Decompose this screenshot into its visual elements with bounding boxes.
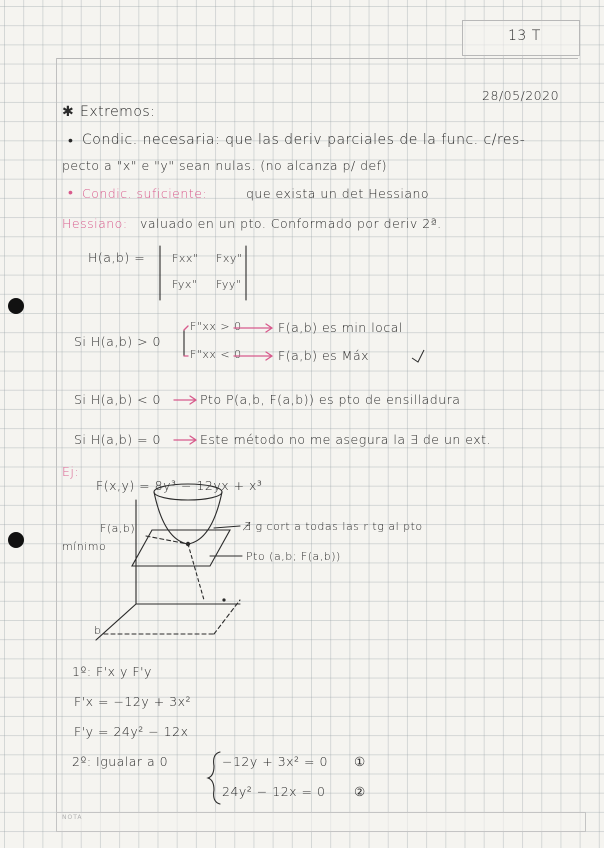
axis-x (96, 604, 136, 640)
pink-arrow-case1-bottom (234, 352, 272, 360)
matrix-fxx: Fxx" (172, 252, 199, 265)
cond-necesaria-line2: pecto a "x" e "y" sean nulas. (no alcanza p/ def) (62, 158, 387, 173)
graph-note-point: Pto (a,b; F(a,b)) (246, 550, 341, 563)
case3-condition: Si H(a,b) = 0 (74, 432, 161, 447)
section-title: Extremos: (80, 104, 156, 120)
case2-condition: Si H(a,b) < 0 (74, 392, 161, 407)
arrow-note1 (214, 526, 240, 528)
date: 28/05/2020 (482, 88, 560, 103)
cond-suficiente-label: Condic. suficiente: (82, 186, 208, 201)
equation-2-number: ② (354, 784, 366, 799)
minimum-point (186, 542, 190, 546)
system-brace (208, 752, 220, 804)
projection-point (222, 598, 225, 601)
partial-y: F'y = 24y² − 12x (74, 724, 189, 739)
cond-suficiente-text: que exista un det Hessiano (246, 186, 430, 201)
pink-arrow-branch-top (184, 326, 188, 330)
graph-minimo-label: mínimo (62, 540, 107, 553)
step2: 2º: Igualar a 0 (72, 754, 169, 769)
check-mark (412, 350, 424, 362)
case1-bottom-result: F(a,b) es Máx (278, 348, 370, 363)
case1-condition: Si H(a,b) > 0 (74, 334, 161, 349)
hessiano-label: Hessiano: (62, 216, 128, 231)
graph-fab-label: F(a,b) (100, 522, 136, 535)
projection-diag (214, 600, 240, 634)
graph-b-label: b (94, 624, 102, 637)
graph-note-tangent: ∄ g cort a todas las r tg al pto (244, 520, 423, 533)
case1-bottom-condition: F"xx < 0 (190, 348, 242, 361)
pink-arrow-case1-top (234, 324, 272, 332)
asterisk-bullet: ✱ (62, 104, 75, 120)
paraboloid-rim (154, 484, 222, 500)
cond-necesaria-line1: Condic. necesaria: que las deriv parciales de la func. c/res- (82, 132, 526, 148)
case1-top-condition: F"xx > 0 (190, 320, 242, 333)
case1-top-result: F(a,b) es min local (278, 320, 403, 335)
page-number: 13 T (508, 28, 541, 44)
bullet-dot-pink: • (68, 185, 74, 201)
example-label: Ej: (62, 464, 80, 479)
matrix-fyy: Fyy" (216, 278, 242, 291)
hessiano-text: valuado en un pto. Conformado por deriv 2ª. (140, 216, 442, 231)
matrix-fyx: Fyx" (172, 278, 198, 291)
equation-1: −12y + 3x² = 0 (222, 754, 328, 769)
case2-result: Pto P(a,b, F(a,b)) es pto de ensilladura (200, 392, 461, 407)
footer-label: NOTA (62, 814, 83, 821)
example-function: F(x,y) = 8y³ − 12yx + x³ (96, 478, 263, 493)
drop-line (188, 544, 204, 600)
fab-dash (146, 536, 188, 544)
case3-result: Este método no me asegura la ∃ de un ext. (200, 432, 492, 447)
pink-arrow-case3 (174, 436, 196, 444)
equation-2: 24y² − 12x = 0 (222, 784, 326, 799)
tangent-plane (132, 530, 230, 566)
matrix-fxy: Fxy" (216, 252, 243, 265)
partial-x: F'x = −12y + 3x² (74, 694, 192, 709)
matrix-label: H(a,b) = (88, 250, 146, 265)
bullet-dot: • (68, 133, 74, 149)
equation-1-number: ① (354, 754, 366, 769)
step1: 1º: F'x y F'y (72, 664, 152, 679)
pink-arrow-case2 (174, 396, 196, 404)
